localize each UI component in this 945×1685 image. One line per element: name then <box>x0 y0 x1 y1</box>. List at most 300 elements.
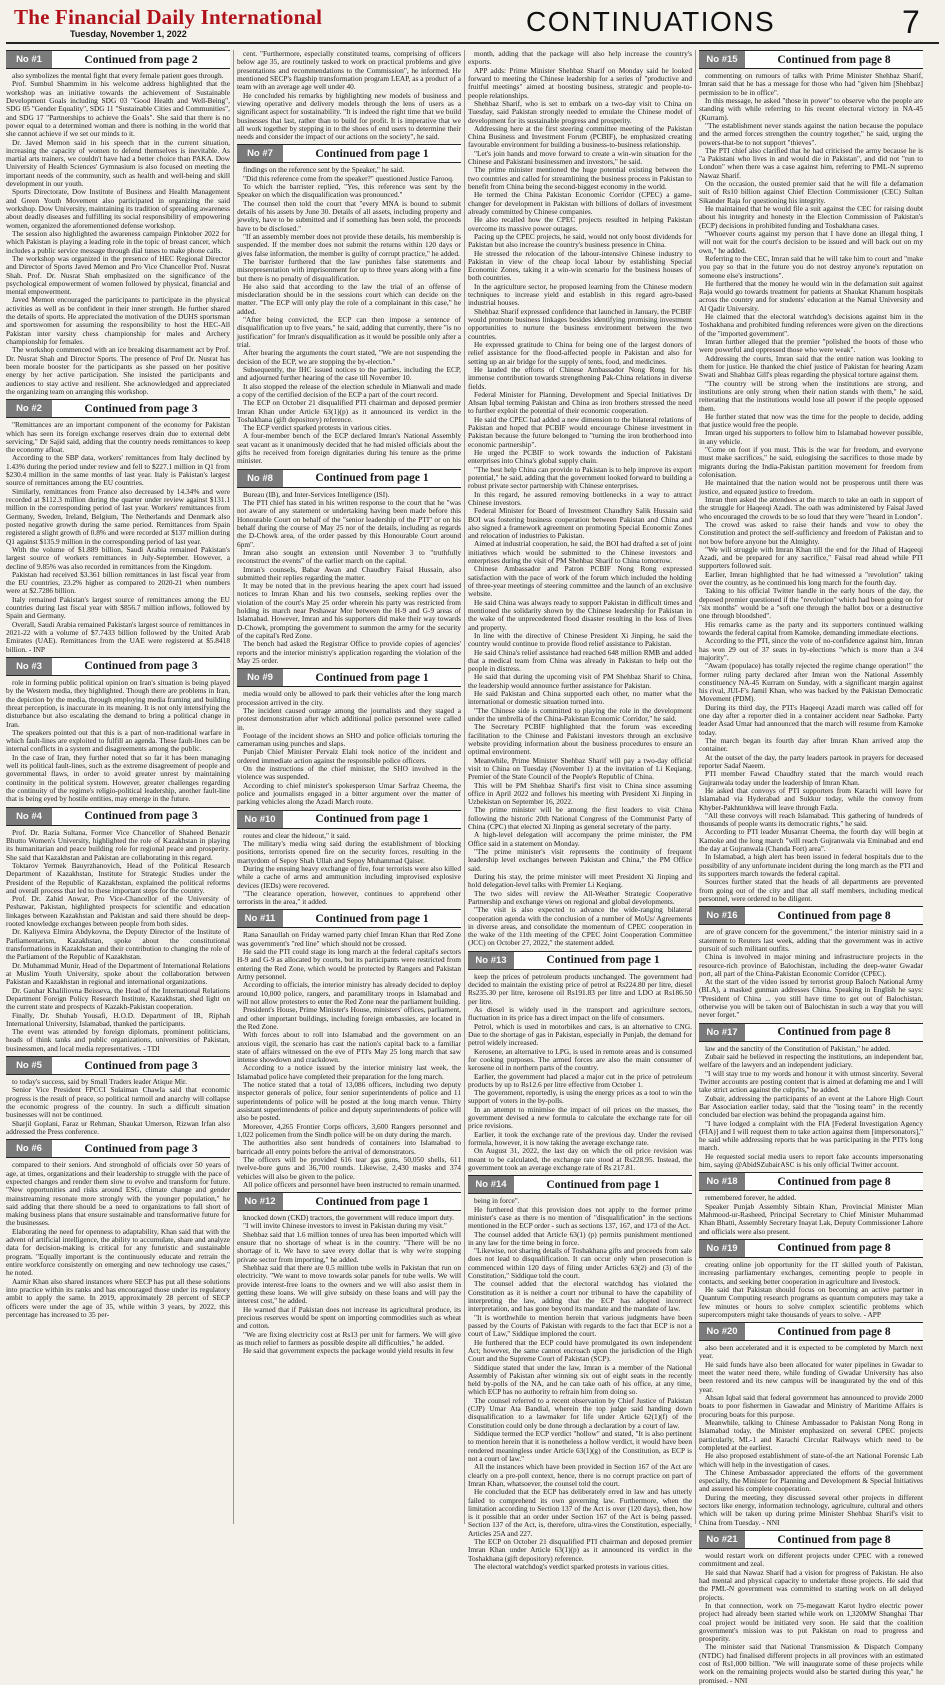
paragraph: Ahsan Iqbal said that federal government has announced to provide 2000 boats to poor fishermen in Gawadar and Ministry of Maritime Affairs is procuring boats for this purpose. <box>699 1393 923 1419</box>
paragraph: Subsequently, the IHC issued notices to the parties, including the ECP, and adjourned further hearing of the case till November 10. <box>237 364 461 383</box>
paragraph: According to the SBP data, workers' remittances from Italy declined by 1.43% during the period under review and fell to $227.1 million in Q1 from $230.4 million in the same months of last year. Italy is Pakistan's largest source of remittances among the EU countries. <box>6 453 230 488</box>
paragraph: According to PTI leader Musarrat Cheema, the fourth day will begin at Kamoke and the long march "will reach Gujranwala via Eminabad and end the day at Gujranwala (Chanda Fort) area". <box>699 827 923 854</box>
continued-heading: Continued from page 1 <box>546 954 660 967</box>
article-number-tag: No #20 <box>699 1323 745 1340</box>
paragraph: Imran then asked the attendees at the march to take an oath in support of the struggle for Haqeeqi Azadi. The oath was administered by Faisal Javed who encouraged the crowds to be so loud that they were "heard in London". <box>699 494 923 521</box>
paragraph: A four-member bench of the ECP declared Imran's National Assembly seat vacant as it unanimously decided that he had misled officials about the gifts he received from foreign dignitaries during his tenure as the prime minister. <box>237 431 461 466</box>
continued-heading: Continued from page 3 <box>84 810 198 823</box>
paragraph: Chinese Ambassador and Patron PCBIF Nong Rong expressed satisfaction with the pace of work of the forum which included the holding of three-year meetings of steering committee and the launch of an exclusive website. <box>468 564 692 599</box>
paragraph: role in forming public political opinion on Iran's situation is being played by the Western media, they highlighted. Though there are problems in Iran, the depiction by the media, through employing media framing and building threat perception, is inaccurate in its meaning. It is not only intensifying the disturbance but also escalating the demand to bring a political change in Iran. <box>6 677 230 729</box>
paragraph: He maintained that he would file a suit against the CEC for raising doubt about his integrity and honesty in the Election Commission of Pakistan's (ECP) decisions in prohibited funding and Toshakhana cases. <box>699 204 923 230</box>
issue-date: Tuesday, November 1, 2022 <box>70 29 187 39</box>
paragraph: The Chinese Ambassador appreciated the efforts of the government especially, the Minister for Planning and Development & Special Initiatives and assured his complete cooperation. <box>699 1467 923 1494</box>
article <box>237 668 461 806</box>
paragraph: Referring to the CEC, Imran said that he will take him to court and "make you pay so that in the future you do not destroy anyone's reputation on someone else's instructions". <box>699 253 923 280</box>
paragraph: Overall, Saudi Arabia remained Pakistan's largest source of remittances in 2021-22 with a volume of $7.7433 billion followed by the United Arab Emirates (UAE). Remittances from the UAE were registered at $5.8418 billion. - INP <box>6 619 230 654</box>
paragraph: Prof. Sumbul Shammim in his welcome address highlighted that the workshop was an initiative towards the achievement of Sustainable Development Goals including SDG 03 "Good Health and Well-Being", SDG 05 "Gender Equality", SDG 11 "Sustainable Cities and Communities", and SDG 17 "Partnerships to achieve the Goals". She said that there is no power equal to a determined woman and there is nothing in the world that she cannot achieve if we set our minds to it. <box>6 79 230 139</box>
paragraph: He concluded that the ECP has deliberately erred in law and has utterly failed to comprehend its own governing law. Furthermore, when the limitation according to Section 137 of the Act is over (120 days), then, how is it possible that an order under Section 167 of the Act is being passed. Section 137 of the Act, is, therefore, ultra-vires the Constitution, especially, Articles 25A and 227. <box>468 1487 692 1538</box>
paragraph: All the instances which have been provided in Section 167 of the Act are clearly on a pre-poll context, hence, there is no corrupt practice on part of Imran Khan, whatsoever, the counsel told the court. <box>468 1462 692 1488</box>
column-divider <box>464 50 465 1524</box>
article-body <box>699 1552 923 1685</box>
article <box>699 1239 923 1319</box>
paragraph: "The visit is also expected to advance the wide-ranging bilateral cooperation agenda with the conclusion of a number of MoUs/ Agreements in diverse areas, and consolidate the momentum of CPEC cooperation in the wake of the 11th meeting of the CPEC Joint Cooperation Committee (JCC) on October 27, 2022," the statement added. <box>468 905 692 948</box>
paragraph: On the occasion, the ousted premier said that he will file a defamation suit of Rs10 billion against Chief Election Commissioner (CEC) Sultan Sikander Raja for questioning his integrity. <box>699 179 923 205</box>
paragraph: Addressing here at the first steering committee meeting of the Pakistan China Business and Investment Forum (PCBIF), he emphasized creating favourable environment for building a business-to-business relationship. <box>468 123 692 150</box>
paragraph: In line with the directive of Chinese President Xi Jinping, he said the country would continue to provide flood relief assistance to Pakistan. <box>468 630 692 649</box>
paragraph: Similarly, remittances from France also decreased by 14.34% and were recorded at $112.3 million during the quarter under review against $131.1 million in the corresponding period of last year. Workers' remittances from Germany, Sweden, Ireland, Belgium, The Netherlands and Denmark also posted negative growth during the same period. Remittances from Spain registered a slight growth of 0.8% and were recorded at $137 million during Q1 against $135.9 million in the corresponding period of last year. <box>6 486 230 546</box>
paragraph: Earlier, it took the exchange rate of the previous day. Under the revised formula, however, it is now taking the average exchange rate. <box>468 1129 692 1147</box>
article-header <box>237 144 461 163</box>
paragraph: He asked that convoys of PTI supporters from Karachi will leave for Islamabad via Hyderabad and Sukkur today, while the convoy from Khyber-Pakhtunkhwa will leave through Fazla. <box>699 785 923 812</box>
paragraph: China is involved in major mining and infrastructure projects in the resource-rich province of Balochistan, including the deep-water Gwadar port, all part of the China-Pakistan Economic Corridor (CPEC). <box>699 952 923 978</box>
paragraph: Earlier, the government had placed a major cut in the price of petroleum products by up to Rs12.6 per litre effective from October 1. <box>468 1071 692 1089</box>
paragraph: Imran further alleged that the premier "polished the boots of those who were powerful and oppressed those who were weak". <box>699 337 923 355</box>
article <box>237 469 461 666</box>
paragraph: Javed Memon encouraged the participants to participate in the physical activities as well as be confident in their inner strength. He further shared the details of sports. He appreciated the motivation of the DUHS sportsman and sportswomen for assuming the responsibility to host the HEC-All Pakistan inter varsity chess championship for males and Archery championship for females. <box>6 295 230 346</box>
paragraph: "Awam (populace) has totally rejected the regime change operation!" the former ruling party declared after Imran won the National Assembly constituency NA-45 Kurram on Sunday, with a significant margin against his rival, JUI-F's Jamil Khan, who was backed by the Pakistan Democratic Movement (PDM). <box>699 661 923 704</box>
article <box>6 657 230 804</box>
masthead <box>6 2 939 44</box>
paragraph: Toktarov Yermek Bauyrzhanovich, Head of the Political Research Department of Kazakhstan, Institute for Strategic Studies under the President of the Republic of Kazakhstan, explained the political reforms and overall process that led to these important steps for the country. <box>6 860 230 895</box>
article-header <box>699 1239 923 1258</box>
paragraph: A high-level delegation will accompany the prime minister, the PM Office said in a statement on Monday. <box>468 830 692 848</box>
article-header <box>6 1056 230 1075</box>
paragraph: Siddique termed the ECP verdict "hollow" and stated, "It is also pertinent to mention herein that it is nonetheless a hollow verdict, it would have been rendered meaningless under Article 63(1)(g) of the Constitution, as ECP is not a court of law." <box>468 1429 692 1463</box>
paragraph: With the volume of $1.889 billion, Saudi Arabia remained Pakistan's largest source of workers remittances in July-September. However, a decline of 9.85% was also recorded in remittances from the Kingdom. <box>6 544 230 571</box>
paragraph: "Likewise, not sharing details of Toshakhana gifts and proceeds from sale does not lead to disqualification. It can occur only when prosecution is commenced within 120 days of filing under Articles 63(2) and (3) of the Constitution," Siddique told the court. <box>468 1246 692 1281</box>
article-body <box>468 50 692 948</box>
continued-heading: Continued from page 8 <box>777 1242 891 1255</box>
article-header <box>6 50 230 69</box>
article-header <box>699 906 923 925</box>
article-number-tag: No #8 <box>237 470 283 487</box>
paragraph: The PTI chief has stated in his written response to the court that he "was not aware of any statement or undertaking having been made before this Honourable Court on behalf of the "senior leadership of the PTI" or on his behalf during the course of May 25 nor of the details, including as regards the D-Chowk area, of the order passed by this Honourable Court around 6pm". <box>237 498 461 549</box>
paragraph: In the agriculture sector, he proposed learning from the Chinese modern techniques to increase yield and establish in this regard agro-based industrial houses. <box>468 281 692 308</box>
paragraph: With forces about to roll into Islamabad and the government on an anxious vigil, the scenario has cast the nation's capital back to a familiar state of affairs witnessed on the eve of PTI's May 25 long march that saw intense showdown and crackdown. <box>237 1030 461 1065</box>
paragraph: Shehbaz said that 1.6 million tonnes of urea has been imported which will ensure that no shortage of wheat is in the country. "There will be no shortage of it. We have to save every dollar that is why we're stopping private sector from importing," he added. <box>237 1229 461 1264</box>
continued-heading: Continued from page 1 <box>315 912 429 925</box>
paragraph: routes and clear the hideout," it said. <box>243 830 351 840</box>
paragraph: keep the prices of petroleum products unchanged. The government had decided to maintain the existing price of petrol at Rs224.80 per litre, diesel Rs235.30 per litre, kerosene oil Rs191.83 per litre and LDO at Rs186.50 per litre. <box>468 971 692 1006</box>
paragraph: The prime minister will be among the first leaders to visit China following the historic 20th National Congress of the Communist Party of China (CPC) that elected Xi Jinping as general secretary of the party. <box>468 805 692 832</box>
article-header <box>237 909 461 928</box>
article-number-tag: No #21 <box>699 1531 745 1548</box>
article-number-tag: No #7 <box>237 145 283 162</box>
paragraph: Imran also sought an extension until November 3 to "truthfully reconstruct the events" of the earlier march on the capital. <box>237 547 461 566</box>
continued-heading: Continued from page 3 <box>84 402 198 415</box>
paragraph: The counsel added that Article 63(1) (p) permits punishment mentioned in any law for the time being in force. <box>468 1229 692 1247</box>
paragraph: "Whoever courts against my person that I have done an illegal thing, I will not wait for the court's decision to be issued and will back out on my own," he added. <box>699 228 923 255</box>
column-2 <box>237 50 461 1526</box>
article-body <box>6 829 230 1053</box>
continued-heading: Continued from page 8 <box>777 909 891 922</box>
paragraph: He furthered that this provision does not apply to the former prime minister's case as there is no mention of "disqualification" in the sections mentioned in the ECP order - such as sections 137, 167, and 173 of the Act. <box>468 1204 692 1231</box>
paragraph: The workshop was organized in the presence of HEC Regional Director and Director of Sports Javed Memon and Pro Vice Chancellor Prof. Nusrat Shah. Prof. Dr. Nusrat Shah emphasized on the significance of the psychological empowerment of women followed by physical, financial and mental empowerment. <box>6 253 230 297</box>
article-header <box>6 399 230 418</box>
paragraph: Pacing up the CPEC projects, he said, would not only boost dividends for Pakistan but also increase the country's business presence in China. <box>468 231 692 250</box>
article <box>699 1530 923 1685</box>
paragraph: His remarks came as the party and its supporters continued walking towards the federal capital from Kamoke, demanding immediate elections. <box>699 619 923 637</box>
paragraph: He further stated that now was the time for the people to decide, adding that justice would free the people. <box>699 411 923 430</box>
paragraph: Dr. Gauhar Khaliliovna Beisseva, the Head of the International Relations Department Foreign Policy Research Institute, Kazakhstan, shed light on the current state and prospects of Kazakh-Pakistan cooperation. <box>6 985 230 1012</box>
newspaper-brand: The Financial Daily International <box>14 5 323 29</box>
paragraph: The bench had asked the Registrar Office to provide copies of agencies' reports and the interior ministry's application regarding the violation of the May 25 order. <box>237 639 461 665</box>
article-number-tag: No #10 <box>237 811 283 828</box>
article-number-tag: No #4 <box>6 808 52 825</box>
article <box>468 951 692 1173</box>
paragraph: Federal Minister for Board of Investment Chaudhry Salik Hussain said BOI was fostering business cooperation between Pakistan and China and also signed a framework agreement on promoting Special Economic Zones and relocation of industries to Pakistan. <box>468 506 692 541</box>
paragraph: He said that government expects the package would yield results in few <box>243 1346 454 1356</box>
paragraph: On the instructions of the chief minister, the SHO involved in the violence was suspended. <box>237 764 461 782</box>
paragraph: "If an assembly member does not provide these details, his membership is suspended. If the member does not submit the returns within 120 days or gives false information, the member is guilty of corrupt practice," he added. <box>237 231 461 258</box>
paragraph: Petrol, which is used in motorbikes and cars, is an alternative to CNG. Due to the shortage of gas in Pakistan, especially in Punjab, the demand for petrol widely increased. <box>468 1021 692 1048</box>
paragraph: Shehbaz Sharif expressed confidence that launched in January, the PCBIF would promote business linkages besides identifying promising investment opportunities to nurture the business environment between the two countries. <box>468 306 692 341</box>
paragraph: Shehbaz Sharif, who is set to embark on a two-day visit to China on Tuesday, said Pakistan strongly needed to emulate the Chinese model of development for its sustainable progress and prosperity. <box>468 98 692 125</box>
paragraph: "It is worthwhile to mention herein that various judgments have been passed by the Courts of Pakistan with regards to the fact that ECP is not a court of Law," Siddique implored the court. <box>468 1312 692 1339</box>
paragraph: He furthered that the money he would win in the defamation suit against Raja would go towards treatment for patients at Shaukat Khanum hospitals across the country and for students' education at the Namal University and Al Qadir University. <box>699 278 923 313</box>
paragraph: He warned that if Pakistan does not increase its agricultural produce, its precious reserves would be spent on importing commodities such as wheat and cotton. <box>237 1304 461 1331</box>
paragraph: The event was attended by foreign diplomats, prominent politicians, heads of think tanks and public organizations, universities of Pakistan, businessmen, and local media representatives. - TDI <box>6 1027 230 1053</box>
article-header <box>6 1139 230 1158</box>
article <box>237 50 461 141</box>
article <box>237 810 461 907</box>
article <box>699 1023 923 1170</box>
paragraph: According to the PTI, since the vote of no-confidence against him, Imran has won 29 out of 37 seats in by-elections "which is more than a 3/4 majority". <box>699 636 923 662</box>
paragraph: In an attempt to minimise the impact of oil prices on the masses, the government devised a new formula to calculate the exchange rate for oil price revisions. <box>468 1104 692 1131</box>
paragraph: The counsel referred to a recent observation by Chief Justice of Pakistan (CJP) Umar Ata Bandial, wherein the top judge said handing down disqualification to a lawmaker for life under Article 62(1)(f) of the Constitution could only be done through a declaration by a court of law. <box>468 1395 692 1430</box>
paragraph: In that connection, work on 75-megawatt Karot hydro electric power project had already been started while work on 1,320MW Shanghai Thar coal project would be initiated very soon. He said that the coalition government's mission was to put Pakistan on road to progress and prosperity. <box>699 1600 923 1644</box>
paragraph: Moreover, 4,265 Frontier Corps officers, 3,600 Rangers personnel and 1,022 policemen from the Sindh police will be on duty during the march. <box>237 1121 461 1139</box>
paragraph: Prof. Dr. Razia Sultana, Former Vice Chancellor of Shaheed Benazir Bhutto Women's University, highlighted the role of Kazakhstan in playing its humanitarian and peace building role for regional peace and prosperity. She said that Kazakhstan and Pakistan are collaborating in this regard. <box>6 827 230 862</box>
paragraph: Zubair, addressing the participants of an event at the Lahore High Court Bar Association earlier today, said that the "losing team" in the recently concluded bar election was behind the propaganda against him. <box>699 1093 923 1120</box>
column-3 <box>468 49 693 1571</box>
article <box>237 1192 461 1355</box>
article-header <box>699 1530 923 1549</box>
article-header <box>699 1023 923 1042</box>
paragraph: Rana Sanaullah on Friday warned party chief Imran Khan that Red Zone was government's "red line" which should not be crossed. <box>237 930 461 948</box>
paragraph: "The country will be strong when the institutions are strong, and institutions are only strong when their nation stands with them," he said, reiterating that the institutions would lose all power if the people opposed them. <box>699 378 923 413</box>
paragraph: also symbolizes the mental fight that every female patient goes through. <box>12 71 224 80</box>
article-body <box>6 421 230 654</box>
paragraph: He furthered that the ECP could have promulgated its own independent Act; however, the same cannot encroach upon the jurisdiction of the High Court and the Supreme Court of Pakistan (SCP). <box>468 1337 692 1364</box>
paragraph: compared to their seniors. And stronghold of officials over 50 years of age, at times, organizations and their leadership to struggle with the pace of expected changes and render them slow to evolve and transform for future. "New opportunities and risks around ESG, climate change and gender mainstreaming resonate more strongly with the younger population," he said adding that there should be a need to organizations to fall short of making business plans that ensure sustainable and transformative future for the businesses. <box>6 1160 230 1228</box>
paragraph: The counsel added that the electoral watchdog has violated the Constitution as it is neither a court nor tribunal to have the capability of interpreting the law, adding that the ECP has adopted incorrect interpretation, and has gone beyond its mandate and the mandate of law. <box>468 1279 692 1314</box>
article-body <box>237 491 461 666</box>
paragraph: The Secretary PCBIF highlighted that the forum was exceeding facilitation to the Chinese and Pakistani investors through an exclusive website providing information about the business procedures to ensure an optimal environment. <box>468 722 692 757</box>
section-title: CONTINUATIONS <box>526 6 776 37</box>
paragraph: It also stopped the release of the election schedule in Mianwali and made a copy of the certified decision of the ECP a part of the court record. <box>237 381 461 399</box>
column-1 <box>6 50 230 1526</box>
continued-heading: Continued from page 2 <box>84 53 198 66</box>
paragraph: During its third day, the PTI's Haqeeqi Azadi march was called off for one day after a reporter died in a container accident near Sadhoke. Party leader Asad Umar had announced that the march will resume from Kamoke today. <box>699 702 923 737</box>
article <box>6 1056 230 1136</box>
article-header <box>699 1172 923 1191</box>
paragraph: knocked down (CKD) tractors, the government will reduce import duty. <box>243 1213 455 1223</box>
paragraph: Imran's counsels, Babar Awan and Chaudhry Faisal Hussain, also submitted their replies regarding the matter. <box>237 564 461 582</box>
paragraph: "The prime minister's visit represents the continuity of frequent leadership level exchanges between Pakistan and China," the PM Office said. <box>468 847 692 873</box>
article <box>699 1322 923 1527</box>
article-body <box>237 931 461 1189</box>
paragraph: During the meeting, they discussed several other projects in different sectors like energy, information technology, agriculture, cultural and others which will be taken up during prime Minister Shehbaz Sharif's visit to China from Tuesday. - NNI <box>699 1492 923 1527</box>
paragraph: "The clearance operation, however, continues to apprehend other terrorists in the area," it added. <box>237 888 461 907</box>
article <box>468 50 692 948</box>
article-body <box>699 1344 923 1527</box>
paragraph: "The best help China can provide to Pakistan is to help improve its export potential," he said, adding that the government looked forward to building a robust private sector partnership with Chinese enterprises. <box>468 464 692 491</box>
paragraph: The ECP on October 21 disqualified PTI chairman and deposed premier Imran Khan under Article 63(1)(p) as it announced its verdict in the Toshakhana (gift depository) reference. <box>237 398 461 424</box>
paragraph: On August 31, 2022, the last day on which the oil price revision was meant to be calculated, the exchange rate stood at Rs228.95. Instead, the government took an average exchange rate of Rs 217.81. <box>468 1146 692 1172</box>
paragraph: The incident caused outrage among the journalists and they staged a protest demonstration after which additional police personnel were called in. <box>237 705 461 732</box>
paragraph: Sources further stated that the heads of all departments are prevented from going out of the city and that all staff members, including medical personnel, were ordered to be diligent. <box>699 877 923 903</box>
continued-heading: Continued from page 8 <box>777 1175 891 1188</box>
paragraph: He said China was always ready to support Pakistan in difficult times and mentioned the solidarity shown by the Chinese leadership for Pakistan in the wake of the unprecedented flood disaster resulting in the loss of lives and property. <box>468 597 692 632</box>
paragraph: "After being convicted, the ECP can then impose a sentence of disqualification up to five years," he said, adding that currently, there "is no justification" for Imran's disqualification as it would be possible only after a trial. <box>237 315 461 349</box>
paragraph: The two sides will review the All-Weather Strategic Cooperative Partnership and exchange views on regional and global developments. <box>468 888 692 906</box>
paragraph: "I have lodged a complaint with the FIA [Federal Investigation Agency (FIA)] and I will request them to take action against them [impersonators]," he said while addressing reports that he was participating in the PTI's long march. <box>699 1118 923 1153</box>
paragraph: He concluded his remarks by highlighting new models of business and viewing operative and delivery models through the lens of users as a significant aspect for sustainability. "It is indeed the right time that we build businesses that last, rather than to build for profit. It is imperative that we all work together by stepping in to the shoes of end users to determine their needs and consider the impact of our actions on the society", he said. <box>237 90 461 142</box>
paragraph: Shehbaz said that there are 0.5 million tube wells in Pakistan that run on electricity. "We want to move towards solar panels for tube wells. We will provide interest-free loans to the owners and we will also assist them in getting these loans. We will give subsidy on these loans and will pay the interest cost," he added. <box>237 1263 461 1306</box>
paragraph: would restart work on different projects under CPEC with a renewed commitment and zeal. <box>699 1551 923 1569</box>
paragraph: All police officers and personnel have been instructed to remain unarmed. <box>243 1179 461 1189</box>
article-header <box>237 1192 461 1211</box>
paragraph: He said that Nawaz Sharif had a vision for progress of Pakistan. He also had mental and physical capacity to undertake those projects. He said that the PML-N government was committed to starting work on all delayed projects. <box>699 1567 923 1602</box>
paragraph: Federal Minister for Planning, Development and Special Initiatives Dr Ahsan Iqbal terming Pakistan and China as iron brothers stressed the need to further exploit the potential of their economic cooperation. <box>468 389 692 416</box>
paragraph: The officers will be provided 616 tear gas guns, 50,050 shells, 611 twelve-bore guns and 36,700 rounds. Likewise, 2,430 masks and 374 vehicles will also be given to the police. <box>237 1154 461 1181</box>
article <box>237 909 461 1189</box>
article <box>699 50 923 903</box>
article-body <box>6 72 230 396</box>
paragraph: According to officials, the interior ministry has already decided to deploy around 10,000 police, rangers, and paramilitary troops in Islamabad and will not allow protesters to enter the Red Zone near the parliament building. <box>237 980 461 1006</box>
paragraph: He expressed gratitude to China for being one of the largest donors of relief assistance for the flood-affected people in Pakistan and also for setting up an air bridge for the supply of tents, food, and medicines. <box>468 339 692 366</box>
paragraph: The barrister furthered that the law punishes false statements and misrepresentation with imprisonment for up to three years along with a fine but there is no penalty of disqualification. <box>237 256 461 283</box>
paragraph: The notice stated that a total of 13,086 officers, including two deputy inspector generals of police, four senior superintendents of police and 11 superintendents of police will be posted at the long march venue. Thirty assistant superintendents of police and deputy superintendents of police will also be posted. <box>237 1080 461 1123</box>
paragraph: At the start of the video issued by terrorist group Baloch National Army (BLA), a masked gunman addresses China. Speaking in English he says: "President of China ... you still have time to get out of Balochistan, otherwise you will be taken out of Balochistan in such a way that you will never forget." <box>699 977 923 1020</box>
paragraph: The session also highlighted the awareness campaign Pinktober 2022 for which Pakistan is playing a leading role in the topic of breast cancer, which includes a public service message through dial tunes to make phone calls. <box>6 228 230 255</box>
paragraph: According to a notice issued by the interior ministry last week, the Islamabad police have completed their preparation for the long march. <box>237 1063 461 1081</box>
article-number-tag: No #18 <box>699 1173 745 1190</box>
paragraph: He claimed that the electoral watchdog's decisions against him in the Toshakhana and prohibited funding references were given on the directions of the "imported government". <box>699 312 923 338</box>
paragraph: This will be PM Shehbaz Sharif's first visit to China since assuming office in April 2022 and follows his meeting with President Xi Jinping in Uzbekistan on September 16, 2022. <box>468 780 692 807</box>
paragraph: Taking to his official Twitter handle in the early hours of the day, the deposed premier questioned if the "revolution" which had been going on for "six months" would be a "soft one through the ballot box or a destructive one through bloodshed". <box>699 586 923 621</box>
paragraph: The ECP verdict sparked protests in various cities. <box>243 423 392 433</box>
article-number-tag: No #15 <box>699 51 745 68</box>
paragraph: "Remittances are an important component of the economy for Pakistan which has seen its foreign exchange reserves drain due to external debt servicing," Dr Sajid said, adding that the country needs remittances to keep the economy afloat. <box>6 420 230 455</box>
article-header <box>237 668 461 687</box>
article-number-tag: No #2 <box>6 400 52 417</box>
article-number-tag: No #3 <box>6 658 52 675</box>
article-number-tag: No #16 <box>699 907 745 924</box>
continued-heading: Continued from page 3 <box>84 660 198 673</box>
article-number-tag: No #19 <box>699 1240 745 1257</box>
paragraph: Footage of the incident shows an SHO and police officials torturing the cameraman using punches and slaps. <box>237 730 461 749</box>
article-body <box>468 1197 692 1571</box>
paragraph: During his stay, the prime minister will meet President Xi Jinping and hold delegation-level talks with Premier Li Keqiang. <box>468 871 692 890</box>
paragraph: Senior Vice President FPCCI Sulaiman Chawla said that economic progress is the result of peace, so political turmoil and anarchy will collapse the economic progress of the country. In such a difficult situation businesses will not be continued. <box>6 1085 230 1120</box>
paragraph: "Let's join hands and move forward to create a win-win situation for the Chinese and Pakistani businessmen and investors," he said. <box>468 148 692 167</box>
paragraph: "The Chinese side is committed to playing the role in the development under the umbrella of the China-Pakistan Economic Corridor," he said. <box>468 705 692 723</box>
article-body <box>237 166 461 465</box>
paragraph: Sharjil Goplani, Faraz ur Rehman, Shaukat Umerson, Rizwan Irfan also addressed the Press conference. <box>6 1118 230 1136</box>
paragraph: media would only be allowed to park their vehicles after the long march procession arrived in the city. <box>237 689 461 707</box>
article-number-tag: No #11 <box>237 910 283 927</box>
article-body <box>6 1078 230 1136</box>
article <box>6 50 230 396</box>
column-4 <box>699 50 923 1685</box>
paragraph: He said the CPEC had added a new dimension to the bilateral relations of Pakistan and hoped that PCBIF would encourage Chinese investment in Pakistan because the future belonged to "turning the iron brotherhood into economic partnership". <box>468 414 692 449</box>
article-header <box>6 657 230 676</box>
continued-heading: Continued from page 8 <box>777 1533 891 1546</box>
page-number: 7 <box>902 4 920 40</box>
paragraph: The march began its fourth day after Imran Khan arrived atop the container. <box>699 736 923 754</box>
article-body <box>699 72 923 903</box>
paragraph: "I will stay true to my words and honour it with utmost sincerity. Several Twitter accounts are posting content that is aimed at defaming me and I will take strict action against the culprits," he added. <box>699 1068 923 1095</box>
paragraph: Kerosene, an alternative to LPG, is used in remote areas and is consumed for cooking purposes. The armed forces are also the main consumer of kerosene oil in northern parts of the country. <box>468 1046 692 1073</box>
article-header <box>699 50 923 69</box>
paragraph: Zubair said he believed in respecting the institutions, an independent bar, welfare of the lawyers and an independent judiciary. <box>699 1052 923 1070</box>
paragraph: "Did this reference come from the speaker?" questioned Justice Farooq. <box>243 173 454 183</box>
article-number-tag: No #17 <box>699 1024 745 1041</box>
article <box>6 1139 230 1319</box>
article-body <box>6 1161 230 1319</box>
paragraph: to today's success, said by Small Traders leader Atique Mir. <box>12 1077 187 1087</box>
paragraph: At the outset of the day, the party leaders partook in prayers for deceased reporter Sadaf Naeem. <box>699 752 923 770</box>
paragraph: Bureau (IB), and Inter-Services Intelligence (ISI). <box>243 489 390 499</box>
article <box>468 1175 692 1571</box>
article-body <box>237 832 461 907</box>
article-body <box>237 690 461 806</box>
paragraph: He said funds have also been allocated for water pipelines in Gwadar to meet the water need there, while funding of Gwadar University has also been restored and its new campus will be inaugurated by the end of this year. <box>699 1359 923 1394</box>
article-body <box>237 1214 461 1355</box>
paragraph: The PTI chief also clarified that he had criticised the army because he is "a Pakistani who lives in and would die in Pakistan", and did not "run to London" when there was a case against him, referring to PML-N supremo Nawaz Sharif. <box>699 145 923 180</box>
article <box>699 906 923 1019</box>
paragraph: Siddique stated that under the law, Imran is a member of the National Assembly of Pakistan after winning six out of eight seats in the recently held by-polls of the NA, and he can take oath of his office, at any time, which ECP has no authority to refrain him from doing so. <box>468 1362 692 1397</box>
paragraph: He requested social media users to report fake accounts impersonating him, saying @AbidSZubairASC is his only official Twitter account. <box>699 1151 923 1170</box>
column-divider <box>695 50 696 1524</box>
article <box>6 807 230 1053</box>
paragraph: As diesel is widely used in the transport and agriculture sectors, fluctuation in its price has a direct impact on the life of consumers. <box>468 1005 692 1023</box>
paragraph: Aimed at industrial cooperation, he said, the BOI had drafted a set of joint initiatives which would be submitted to the Chinese investors and enterprises during the visit of PM Shehbaz Sharif to China tomorrow. <box>468 539 693 566</box>
paragraph: The military's media wing said during the establishment of blocking positions, terrorists opened fire on the security forces, resulting in the martyrdom of Sepoy Shah Ullah and Sepoy Muhammad Qaiser. <box>237 838 461 865</box>
paragraph: Prof. Dr. Zahid Anwar, Pro Vice-Chancellor of the University of Peshawar, Pakistan, highlighted prospects for scientific and education linkages between Kazakhstan and Pakistan and said there should be deep-rooted knowledge exchanges between people from both sides. <box>6 894 230 929</box>
article-number-tag: No #12 <box>237 1193 283 1210</box>
paragraph: findings on the reference sent by the Speaker," he said. <box>243 165 405 175</box>
paragraph: The speakers pointed out that this is a part of non-traditional warfare in which fault-lines are exploited to fulfill an agenda. These fault-lines can be internal conflicts in a system and disagreements among the public. <box>6 727 230 754</box>
paragraph: law and the sanctity of the Constitution of Pakistan," he added. <box>705 1043 890 1053</box>
paragraph: creating online job opportunity for the IT skilled youth of Pakistan, increasing parliamentary exchanges, cementing people to people in contacts, and seeking better cooperation in agriculture and livestock. <box>699 1259 923 1286</box>
paragraph: The crowd was asked to raise their hands and vow to obey the Constitution and protect the self-sufficiency and freedom of Pakistan and to not bow before anyone but the Almighty. <box>699 519 923 546</box>
article-header <box>468 1175 692 1194</box>
paragraph: Dr. Javed Memon said in his speech that in the current situation, increasing the capacity of women to defend themselves is inevitable. As martial arts trainers, we couldn't have had a better choice than PAKA. Dow University of Health Sciences' Gymnasium is also focused on meeting the important needs of the community, such as health and well-being and skill development in our youth. <box>6 137 230 189</box>
paragraph: cent. "Furthermore, especially constituted teams, comprising of officers below age 35, are routinely tasked to work on practical problems and give presentations and recommendations to the Commission", he informed. He mentioned SECP's flagship transformation program LEAP, as a product of a team with an average age well under 40. <box>237 49 461 92</box>
paragraph: President's House, Prime Minister's House, ministers' offices, parliament, and other important buildings, including foreign embassies, are located in the Red Zone. <box>237 1005 461 1031</box>
paragraph: To which the barrister replied, "Yes, this reference was sent by the Speaker on which the disqualification was pronounced." <box>237 182 461 200</box>
paragraph: remembered forever, he added. <box>705 1193 797 1203</box>
paragraph: He said Pakistan and China supported each other, no matter what the international or domestic situation turned into. <box>468 689 692 707</box>
paragraph: He also recalled how the CPEC projects resulted in helping Pakistan overcome its massive power outages. <box>468 215 692 233</box>
paragraph: Italy remained Pakistan's largest source of remittances among the EU countries during last fiscal year with $856.7 million inflows, followed by Spain and Germany. <box>6 594 230 621</box>
paragraph: He maintained that the nation would not be prosperous until there was justice, and equated justice to freedom. <box>699 478 923 496</box>
paragraph: In the case of Iran, they further noted that so far it has been managing well its political fault-lines, such as the extreme disagreement of people and governmental flaws, in order to avoid greater unrest by maintaining continuity in the political system. However, greater challenges regarding the continuity of the regime's religio-political leadership, another fault-line that is being eyed by hostile entities, may emerge in the future. <box>6 752 230 804</box>
article-number-tag: No #9 <box>237 669 283 686</box>
paragraph: According to chief minister's spokesperson Umar Sarfraz Cheema, the police and journalists engaged in a bitter argument over the matter of parking vehicles along the Azadi March route. <box>237 780 461 807</box>
paragraph: Addressing the courts, Imran said that the entire nation was looking to them for justice. He thanked the chief justice of Pakistan for hearing Azam Swati and Shahbaz Gill's pleas regarding the physical torture against them. <box>699 353 923 380</box>
paragraph: The minister said that National Transmission & Dispatch Company (NTDC) had finalised different projects in all provinces with an estimated cost of Rs1,000 billion. "We will inaugurate some of these projects while work on the remaining projects would also be started during this year," he promised. - NNI <box>699 1642 923 1685</box>
paragraph: He termed the China Pakistan Economic Corridor (CPEC) a game-changer for development in Pakistan with billions of dollars of investment already committed by Chinese companies. <box>468 190 692 216</box>
paragraph: Sports Directorate, Dow Institute of Business and Health Management and Green Youth Movement also participated in organizing the said workshop. Dow University, maintaining its tradition of spreading awareness about deadly diseases and fulfilling its social responsibility of empowering women, organized the aforementioned defense workshop. <box>6 187 230 230</box>
article-body <box>699 1045 923 1170</box>
paragraph: month, adding that the package will also help increase the country's exports. <box>468 49 692 67</box>
paragraph: During the ensuing heavy exchange of fire, four terrorists were also killed while a cache of arms and ammunition including improvised explosive devices (IEDs) were recovered. <box>237 863 461 890</box>
paragraph: "I will invite Chinese investors to invest in Pakistan during my visit." <box>243 1221 447 1231</box>
paragraph: Aamir Khan also shared instances where SECP has put all these solutions into practice within its ranks and has encouraged those under its regulatory ambit to apply the same. In 2019, approximately 28 percent of SECP officers were under the age of 35, while within 3 years, by 2022, this percentage has increased to 35 per- <box>6 1276 230 1319</box>
article-number-tag: No #1 <box>6 51 52 68</box>
continued-heading: Continued from page 1 <box>546 1178 660 1191</box>
paragraph: He urged the PCBIF to work towards the induction of Pakistani enterprises into China's global supply chain. <box>468 448 692 466</box>
article-number-tag: No #6 <box>6 1140 52 1157</box>
paragraph: The electoral watchdog's verdict sparked protests in various cities. <box>474 1562 669 1571</box>
paragraph: He also proposed establishment of state-of-the art National Forensic Lab which will help in the investigation of cases. <box>699 1451 923 1469</box>
column-divider <box>233 50 234 1524</box>
article-body <box>6 679 230 804</box>
paragraph: In this regard, he assured removing bottlenecks in a way to attract Chinese investors. <box>468 489 692 507</box>
article-body <box>699 928 923 1019</box>
article-header <box>237 810 461 829</box>
paragraph: Finally, Dr. Shuhab Yousafi, H.O.D. Department of IR, Riphah International University, Islamabad, thanked the participants. <box>6 1010 230 1028</box>
paragraph: Pakistan had received $3.361 billion remittances in last fiscal year from the EU countries, 23.2% higher as compared to 2020-21 when numbers were at $2.7286 billion. <box>6 569 230 596</box>
paragraph: He said the PTI could stage its long march at the federal capital's sectors H-9 and G-9 as allocated by courts, but its participants were restricted from entering the Red Zone, which would be protected by Rangers and Pakistan Army personnel. <box>237 947 461 981</box>
paragraph: He also said that according to the law the trial of an offense of misdeclaration should be in the sessions court which can decide on the matter. "The ECP will only play the role of a complainant in this case," he added. <box>237 281 461 316</box>
article-header <box>237 469 461 488</box>
paragraph: Meanwhile, talking to Chinese Ambassador to Pakistan Nong Rong in Islamabad today, the Minister emphasized on several CPEC projects particularly, ML-1 and Karachi Circular Railways which need to be completed at the earliest. <box>699 1417 923 1452</box>
paragraph: Dr. Kaliyeva Elmira Abdykovna, the Deputy Director of the Institute of Parliamentarism, Kazakhstan, spoke about the constitutional transformations in Kazakhstan and their contribution to changing the role of the Parliament of the Republic of Kazakhstan. <box>6 927 230 962</box>
article-number-tag: No #5 <box>6 1057 52 1074</box>
paragraph: He said China's relief assistance had reached 648 million RMB and added that a medical team from China was already in Pakistan to help out the people in distress. <box>468 647 692 674</box>
continued-heading: Continued from page 1 <box>315 472 429 485</box>
paragraph: Earlier, Imran highlighted that he had witnessed a "revolution" taking over the country, as he continued his long march for the fourth day. <box>699 569 923 588</box>
paragraph: In Islamabad, a high alert has been issued in federal hospitals due to the possibility of any unfortunate incident during the long march as the PTI and its supporters march towards the federal capital. <box>699 852 923 878</box>
continued-heading: Continued from page 1 <box>315 671 429 684</box>
paragraph: commenting on rumours of talks with Prime Minister Shehbaz Sharif, Imran said that he has a message for those who had "given him [Shehbaz] permission to be in office". <box>699 71 923 97</box>
paragraph: The prime minister mentioned the huge potential existing between the two countries and called for streamlining the business process in Pakistan to benefit from China being the second-biggest economy in the world. <box>468 165 692 191</box>
paragraph: APP adds: Prime Minister Shehbaz Sharif on Monday said he looked forward to meeting the Chinese leadership for a series of "productive and fruitful meetings" aimed at boosting business, strategic and people-to-people relationships. <box>468 65 692 100</box>
paragraph: Punjab Chief Minister Pervaiz Elahi took notice of the incident and ordered immediate action against the responsible police officers. <box>237 747 461 765</box>
paragraph: The counsel then told the court that "every MNA is bound to submit details of his assets by June 30. Details of all assets, including property and jewelry, have to be submitted and if something has been sold, the proceeds have to be disclosed." <box>237 198 461 233</box>
continued-heading: Continued from page 1 <box>315 813 429 826</box>
paragraph: The ECP on October 21 disqualified PTI chairman and deposed premier Imran Khan under Article 63(1)(p) as it announced its verdict in the Toshakhana (gift depository) reference. <box>468 1537 692 1563</box>
paragraph: The government, reportedly, is using the energy prices as a tool to win the support of voters in the by-polls. <box>468 1088 692 1106</box>
paragraph: He lauded the efforts of Chinese Ambassador Nong Rong for his immense contribution towards strengthening Pak-China relations in diverse fields. <box>468 364 692 391</box>
continued-heading: Continued from page 8 <box>777 1026 891 1039</box>
paragraph: "We will struggle with Imran Khan till the end for the Jihad of Haqeeqi Azadi, and be prepared for any sacrifice," Faisal read ahead while PTI supporters followed suit. <box>699 544 923 571</box>
article <box>237 144 461 465</box>
paragraph: being in force". <box>474 1196 520 1206</box>
article-body <box>237 50 461 141</box>
paragraph: Imran urged his supporters to follow him to Islamabad however possible, in any vehicle. <box>699 428 923 446</box>
continued-heading: Continued from page 3 <box>84 1059 198 1072</box>
paragraph: In this message, he asked "those in power" to observe who the people are standing with while referring to his recent electoral victory in NA-45 (Kurram). <box>699 95 923 122</box>
article <box>6 399 230 654</box>
article-body <box>699 1194 923 1236</box>
article <box>699 1172 923 1236</box>
paragraph: PTI member Fawad Chaudhry stated that the march would reach Gujranwala today under the leadership of Imran Khan. <box>699 769 923 787</box>
paragraph: "The establishment never stands against the nation because the populace and the armed forces strengthen the country together," he said, urging the powers-that-be to not support "thieves". <box>699 120 923 147</box>
paragraph: He said that Pakistan should focus on becoming an active partner in Quantum Computing research programs as quantum computers may take a few minutes or hours to solve complex scientific problems which supercomputers might take thousands of years to solve. - APP <box>699 1284 923 1319</box>
paragraph: "We are fixing electricity cost at Rs13 per unit for farmers. We will give as much relief to farmers as possible despite all difficulties," he added. <box>237 1329 461 1347</box>
article-number-tag: No #13 <box>468 952 514 969</box>
paragraph: The authorities also sent hundreds of containers into Islamabad to barricade all entry points before the arrival of demonstrators. <box>237 1138 461 1156</box>
article-body <box>699 1261 923 1319</box>
continued-heading: Continued from page 8 <box>777 53 891 66</box>
paragraph: Dr. Muhammad Munir, Head of the Department of International Relations at Muslim Youth University, spoke about the collaboration between Pakistan and Kazakhstan in regional and international organizations. <box>6 960 230 987</box>
